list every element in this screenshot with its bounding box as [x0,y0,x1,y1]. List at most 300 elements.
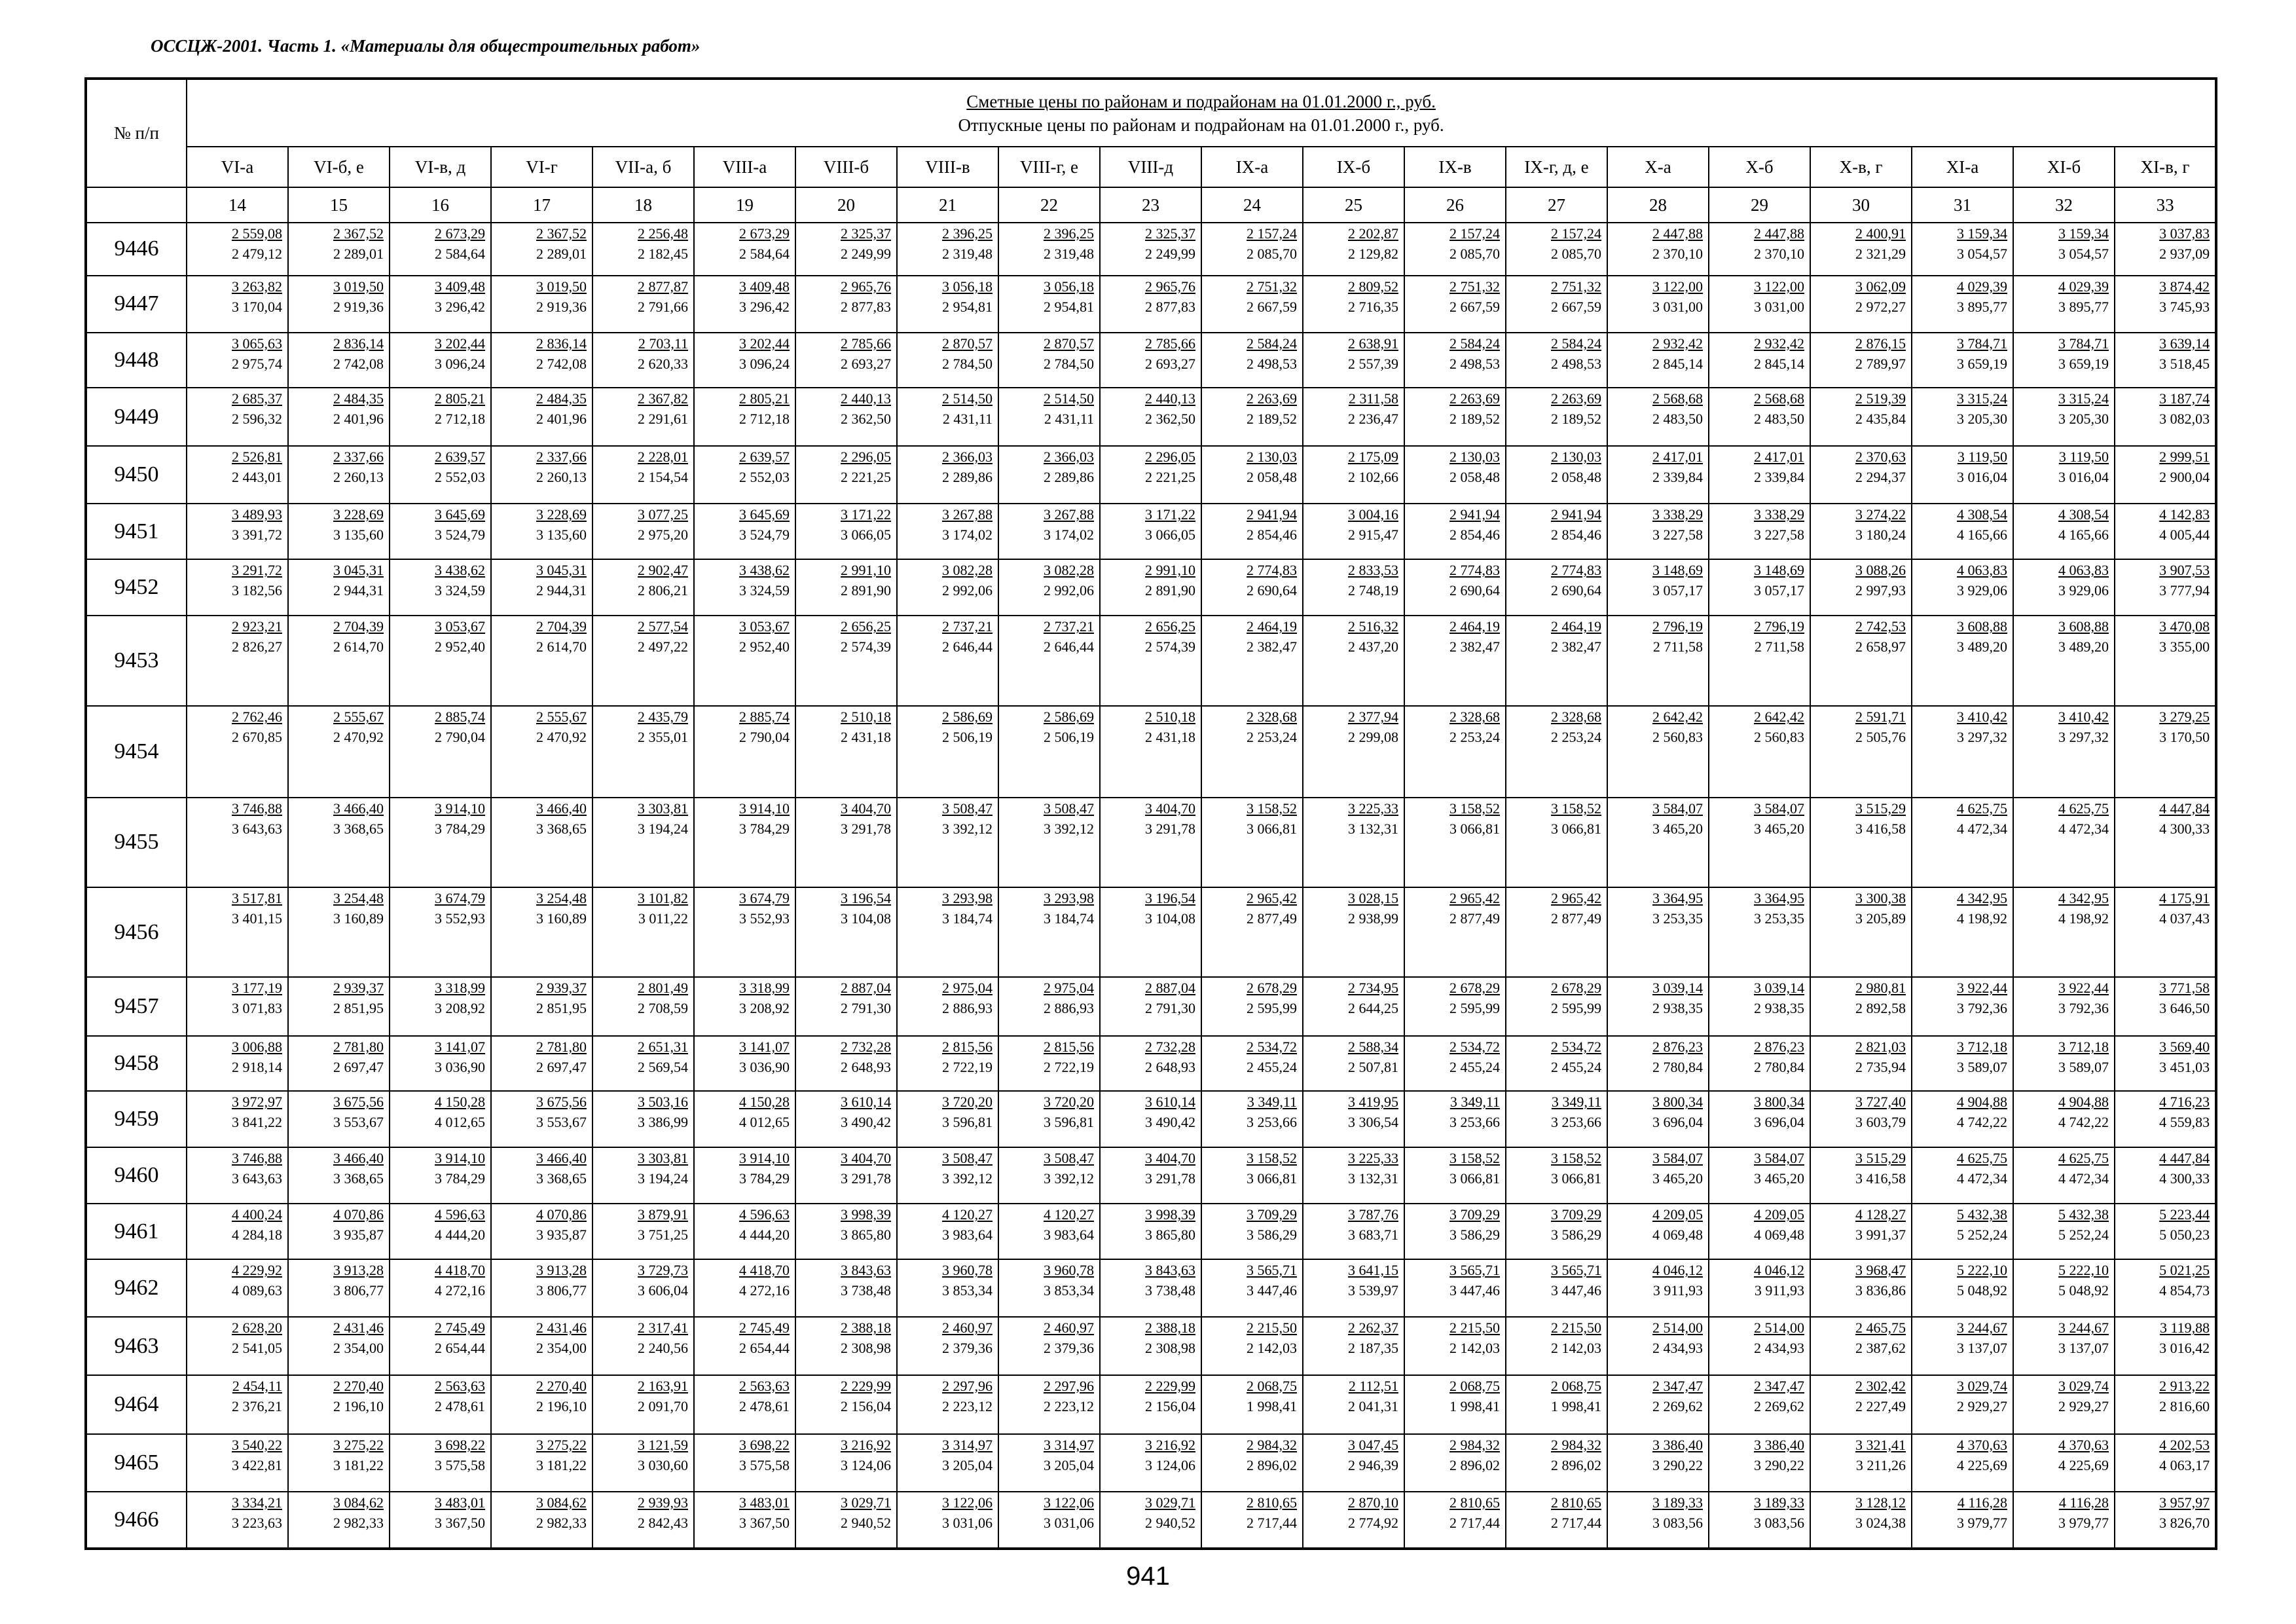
estimate-price: 4 209,05 [1754,1206,1804,1223]
estimate-price: 2 678,29 [1551,980,1601,997]
estimate-price: 5 432,38 [1957,1206,2007,1223]
price-cell [491,616,592,706]
price-cell [1506,333,1607,388]
estimate-price: 3 645,69 [435,506,485,523]
estimate-price: 3 293,98 [942,889,993,906]
price-cell [491,388,592,446]
row-number: 9448 [86,333,187,388]
price-cell [1201,1147,1303,1204]
estimate-price: 3 056,18 [942,278,993,295]
price-cell [1607,1375,1709,1434]
release-price: 3 031,06 [942,1514,993,1531]
estimate-price: 4 447,84 [2159,800,2210,817]
release-price: 3 392,12 [1044,820,1094,837]
estimate-price: 2 228,01 [638,449,688,466]
release-price: 2 891,90 [841,582,891,599]
price-cell [1810,1492,1912,1549]
estimate-price: 2 256,48 [638,225,688,242]
estimate-price: 2 745,49 [739,1320,790,1337]
estimate-price: 4 150,28 [435,1094,485,1111]
price-cell [1709,798,1810,887]
price-cell [390,977,491,1036]
estimate-price: 2 347,47 [1652,1377,1703,1394]
release-price: 2 845,14 [1754,355,1804,372]
price-cell [187,1317,288,1375]
estimate-price: 3 438,62 [435,562,485,579]
price-cell [1709,1036,1810,1091]
estimate-price: 3 045,31 [333,562,384,579]
estimate-price: 3 968,47 [1855,1262,1906,1279]
price-cell [1201,504,1303,559]
price-cell [998,1492,1100,1549]
estimate-price: 3 922,44 [1957,980,2007,997]
release-price: 2 584,64 [739,246,790,262]
release-price: 2 289,01 [536,246,587,262]
estimate-price: 3 466,40 [536,800,587,817]
release-price: 3 296,42 [435,298,485,315]
estimate-price: 3 960,78 [942,1262,993,1279]
estimate-price: 3 874,42 [2159,278,2210,295]
price-cell [998,504,1100,559]
price-cell [795,1375,897,1434]
estimate-price: 3 216,92 [1145,1436,1195,1453]
caption-release-prices: Отпускные цены по районам и подрайонам на 01.01.2000 г., руб. [958,115,1444,135]
release-price: 2 401,96 [536,410,587,427]
estimate-price: 2 810,65 [1449,1494,1500,1511]
district-header-row [86,147,2216,187]
price-cell [694,559,795,616]
price-cell [1201,977,1303,1036]
price-cell [1404,276,1506,333]
estimate-price: 4 046,12 [1754,1262,1804,1279]
estimate-price: 5 021,25 [2159,1262,2210,1279]
release-price: 3 368,65 [536,1170,587,1187]
estimate-price: 3 508,47 [1044,800,1094,817]
estimate-price: 3 314,97 [1044,1436,1094,1453]
row-number: 9458 [86,1036,187,1091]
release-price: 4 444,20 [739,1227,790,1244]
release-price: 2 289,01 [333,246,384,262]
price-cell [1404,616,1506,706]
estimate-price: 2 732,28 [841,1039,891,1056]
price-cell [187,223,288,276]
price-cell [694,977,795,1036]
estimate-price: 3 056,18 [1044,278,1094,295]
release-price: 4 037,43 [2159,910,2210,927]
estimate-price: 3 177,19 [232,980,282,997]
estimate-price: 4 029,39 [2058,278,2109,295]
district-header: VII-а, б [592,147,694,187]
price-cell [390,1259,491,1317]
release-price: 2 154,54 [638,469,688,486]
price-cell [1201,223,1303,276]
release-price: 3 137,07 [2058,1340,2109,1357]
price-cell [795,1434,897,1492]
release-price: 2 221,25 [1145,469,1195,486]
estimate-price: 2 939,93 [638,1494,688,1511]
estimate-price: 3 121,59 [638,1436,688,1453]
release-price: 2 717,44 [1551,1514,1601,1531]
release-price: 3 135,60 [536,526,587,544]
price-cell [795,1317,897,1375]
price-cell [1810,616,1912,706]
estimate-price: 2 577,54 [638,618,688,635]
price-cell [288,887,390,977]
estimate-price: 2 774,83 [1449,562,1500,579]
release-price: 4 284,18 [232,1227,282,1244]
release-price: 2 938,99 [1348,910,1398,927]
price-cell [1810,798,1912,887]
price-cell [795,446,897,504]
estimate-price: 3 972,97 [232,1094,282,1111]
price-cell [1100,1204,1201,1259]
estimate-price: 3 913,28 [536,1262,587,1279]
release-price: 3 911,93 [1652,1282,1703,1299]
estimate-price: 4 418,70 [739,1262,790,1279]
release-price: 2 816,60 [2159,1397,2210,1414]
price-cell [390,446,491,504]
row-number: 9464 [86,1375,187,1434]
estimate-price: 3 274,22 [1855,506,1906,523]
estimate-price: 3 698,22 [435,1436,485,1453]
price-cell [1303,223,1404,276]
price-cell [1506,616,1607,706]
estimate-price: 4 904,88 [2058,1094,2109,1111]
estimate-price: 2 516,32 [1348,618,1398,635]
estimate-price: 2 317,41 [638,1320,688,1337]
price-cell [1506,1091,1607,1147]
release-price: 2 443,01 [232,469,282,486]
release-price: 2 877,49 [1551,910,1601,927]
release-price: 3 208,92 [435,1000,485,1017]
estimate-price: 3 101,82 [638,889,688,906]
release-price: 3 784,29 [739,1170,790,1187]
release-price: 2 654,44 [435,1340,485,1357]
release-price: 2 382,47 [1551,638,1601,655]
estimate-price: 3 225,33 [1348,800,1398,817]
release-price: 2 648,93 [1145,1059,1195,1076]
estimate-price: 2 745,49 [435,1320,485,1337]
price-cell [1404,333,1506,388]
release-price: 2 498,53 [1247,355,1297,372]
district-header: X-б [1709,147,1810,187]
price-cell [187,1147,288,1204]
release-price: 3 290,22 [1652,1456,1703,1473]
price-cell [1201,333,1303,388]
release-price: 2 470,92 [333,729,384,746]
release-price: 2 722,19 [1044,1059,1094,1076]
estimate-price: 2 302,42 [1855,1377,1906,1394]
estimate-price: 3 244,67 [1957,1320,2007,1337]
release-price: 1 998,41 [1449,1397,1500,1414]
release-price: 2 339,84 [1652,469,1703,486]
release-price: 2 667,59 [1551,298,1601,315]
release-price: 3 066,81 [1449,1170,1500,1187]
release-price: 2 379,36 [942,1340,993,1357]
release-price: 2 584,64 [435,246,485,262]
estimate-price: 3 746,88 [232,1150,282,1167]
estimate-price: 2 202,87 [1348,225,1398,242]
release-price: 2 253,24 [1247,729,1297,746]
price-cell [187,333,288,388]
price-cell [694,1375,795,1434]
estimate-price: 2 311,58 [1348,390,1398,407]
release-price: 2 789,97 [1855,355,1906,372]
release-price: 3 016,04 [1957,469,2007,486]
district-header: XI-в, г [2115,147,2216,187]
price-cell [694,1036,795,1091]
estimate-price: 3 202,44 [739,335,790,352]
estimate-price: 4 229,92 [232,1262,282,1279]
estimate-price: 3 720,20 [1044,1094,1094,1111]
release-price: 3 291,78 [1145,1170,1195,1187]
estimate-price: 2 130,03 [1247,449,1297,466]
estimate-price: 3 584,07 [1754,1150,1804,1167]
release-price: 3 135,60 [333,526,384,544]
release-price: 4 272,16 [739,1282,790,1299]
estimate-price: 3 466,40 [536,1150,587,1167]
release-price: 2 505,76 [1855,729,1906,746]
price-cell [2013,1375,2115,1434]
release-price: 3 174,02 [1044,526,1094,544]
release-price: 2 091,70 [638,1397,688,1414]
release-price: 2 937,09 [2159,246,2210,262]
estimate-price: 2 902,47 [638,562,688,579]
price-cell [592,1492,694,1549]
release-price: 2 854,46 [1449,526,1500,544]
release-price: 2 221,25 [841,469,891,486]
release-price: 3 596,81 [942,1114,993,1131]
price-cell [1709,1147,1810,1204]
estimate-price: 3 712,18 [2058,1039,2109,1056]
release-price: 3 355,00 [2159,638,2210,655]
release-price: 2 289,86 [942,469,993,486]
price-cell [1912,504,2013,559]
release-price: 2 354,00 [536,1340,587,1357]
release-price: 2 085,70 [1551,246,1601,262]
release-price: 3 518,45 [2159,355,2210,372]
column-number: 31 [1912,187,2013,223]
release-price: 3 683,71 [1348,1227,1398,1244]
release-price: 3 181,22 [536,1456,587,1473]
estimate-price: 2 460,97 [942,1320,993,1337]
estimate-price: 2 774,83 [1551,562,1601,579]
release-price: 3 296,42 [739,298,790,315]
column-number: 26 [1404,187,1506,223]
estimate-price: 2 984,32 [1551,1436,1601,1453]
release-price: 5 048,92 [1957,1282,2007,1299]
estimate-price: 3 508,47 [942,1150,993,1167]
release-price: 2 189,52 [1247,410,1297,427]
estimate-price: 3 608,88 [2058,618,2109,635]
estimate-price: 3 584,07 [1652,1150,1703,1167]
release-price: 3 253,66 [1247,1114,1297,1131]
estimate-price: 2 263,69 [1247,390,1297,407]
estimate-price: 2 833,53 [1348,562,1398,579]
estimate-price: 4 063,83 [1957,562,2007,579]
release-price: 3 036,90 [739,1059,790,1076]
running-title: ОССЦЖ-2001. Часть 1. «Материалы для общестроительных работ» [151,36,701,56]
estimate-price: 2 704,39 [333,618,384,635]
release-price: 2 929,27 [2058,1397,2109,1414]
estimate-price: 2 656,25 [841,618,891,635]
estimate-price: 2 975,04 [1044,980,1094,997]
estimate-price: 2 762,46 [232,709,282,726]
price-cell [390,276,491,333]
row-number: 9447 [86,276,187,333]
estimate-price: 3 053,67 [739,618,790,635]
price-cell [1404,446,1506,504]
estimate-price: 2 734,95 [1348,980,1398,997]
estimate-price: 2 785,66 [841,335,891,352]
release-price: 3 290,22 [1754,1456,1804,1473]
estimate-price: 4 209,05 [1652,1206,1703,1223]
release-price: 3 367,50 [435,1514,485,1531]
estimate-price: 2 325,37 [1145,225,1195,242]
estimate-price: 3 386,40 [1754,1436,1804,1453]
estimate-price: 3 158,52 [1449,1150,1500,1167]
estimate-price: 3 077,25 [638,506,688,523]
price-cell [897,1259,998,1317]
price-cell [1912,1091,2013,1147]
price-cell [1506,1147,1607,1204]
estimate-price: 2 965,42 [1449,889,1500,906]
column-number: 23 [1100,187,1201,223]
price-cell [187,446,288,504]
estimate-price: 3 187,74 [2159,390,2210,407]
price-cell [390,1204,491,1259]
release-price: 2 308,98 [1145,1340,1195,1357]
district-header: IX-б [1303,147,1404,187]
estimate-price: 4 447,84 [2159,1150,2210,1167]
price-cell [1607,1036,1709,1091]
price-cell [1607,1091,1709,1147]
estimate-price: 3 914,10 [739,1150,790,1167]
price-cell [1810,504,1912,559]
release-price: 3 392,12 [942,1170,993,1187]
price-cell [998,616,1100,706]
release-price: 2 896,02 [1449,1456,1500,1473]
release-price: 4 005,44 [2159,526,2210,544]
estimate-price: 3 914,10 [435,800,485,817]
release-price: 2 697,47 [333,1059,384,1076]
release-price: 3 784,29 [435,820,485,837]
price-cell [1810,1147,1912,1204]
release-price: 2 982,33 [536,1514,587,1531]
estimate-price: 3 404,70 [841,800,891,817]
release-price: 3 806,77 [536,1282,587,1299]
release-price: 3 806,77 [333,1282,384,1299]
estimate-price: 2 130,03 [1449,449,1500,466]
estimate-price: 3 315,24 [2058,390,2109,407]
release-price: 3 826,70 [2159,1514,2210,1531]
estimate-price: 5 223,44 [2159,1206,2210,1223]
price-cell [694,1317,795,1375]
release-price: 2 826,27 [232,638,282,655]
release-price: 3 836,86 [1855,1282,1906,1299]
estimate-price: 3 517,81 [232,889,282,906]
price-cell [1100,1375,1201,1434]
estimate-price: 2 815,56 [1044,1039,1094,1056]
price-cell [2013,1317,2115,1375]
release-price: 3 416,58 [1855,820,1906,837]
price-cell [795,887,897,977]
price-cell [187,887,288,977]
estimate-price: 2 941,94 [1449,506,1500,523]
page-number: 941 [1126,1562,1170,1591]
release-price: 2 877,83 [1145,298,1195,315]
estimate-price: 3 158,52 [1247,800,1297,817]
release-price: 2 362,50 [841,410,891,427]
estimate-price: 2 328,68 [1551,709,1601,726]
price-cell [288,977,390,1036]
release-price: 3 451,03 [2159,1059,2210,1076]
price-cell [1201,706,1303,797]
release-price: 3 575,58 [739,1456,790,1473]
release-price: 3 066,81 [1247,820,1297,837]
estimate-price: 2 337,66 [333,449,384,466]
price-cell [1404,1091,1506,1147]
row-number: 9452 [86,559,187,616]
price-cell [1506,1317,1607,1375]
table-row [86,276,2216,333]
estimate-price: 2 464,19 [1449,618,1500,635]
estimate-price: 2 821,03 [1855,1039,1906,1056]
estimate-price: 2 534,72 [1551,1039,1601,1056]
release-price: 2 952,40 [739,638,790,655]
price-cell [694,1492,795,1549]
release-price: 2 886,93 [1044,1000,1094,1017]
price-cell [998,276,1100,333]
estimate-price: 2 805,21 [435,390,485,407]
price-cell [1607,1204,1709,1259]
release-price: 2 780,84 [1652,1059,1703,1076]
estimate-price: 3 158,52 [1449,800,1500,817]
table-row [86,798,2216,887]
price-cell [1607,276,1709,333]
estimate-price: 2 885,74 [739,709,790,726]
district-header: X-а [1607,147,1709,187]
price-cell [592,1259,694,1317]
price-cell [1810,333,1912,388]
release-price: 3 979,77 [1957,1514,2007,1531]
release-price: 2 992,06 [1044,582,1094,599]
release-price: 3 979,77 [2058,1514,2109,1531]
price-cell [491,1317,592,1375]
price-cell [187,504,288,559]
price-cell [390,333,491,388]
release-price: 2 644,25 [1348,1000,1398,1017]
table-row [86,1492,2216,1549]
release-price: 2 431,18 [841,729,891,746]
price-cell [1201,798,1303,887]
estimate-price: 3 960,78 [1044,1262,1094,1279]
release-price: 2 294,37 [1855,469,1906,486]
price-cell [1810,1375,1912,1434]
release-price: 2 196,10 [333,1397,384,1414]
price-cell [1303,1147,1404,1204]
release-price: 4 444,20 [435,1227,485,1244]
price-cell [1303,333,1404,388]
estimate-price: 2 396,25 [1044,225,1094,242]
release-price: 3 929,06 [1957,582,2007,599]
release-price: 3 024,38 [1855,1514,1906,1531]
estimate-price: 3 410,42 [2058,709,2109,726]
release-price: 2 569,54 [638,1059,688,1076]
price-cell [897,977,998,1036]
estimate-price: 3 998,39 [841,1206,891,1223]
price-cell [1506,977,1607,1036]
